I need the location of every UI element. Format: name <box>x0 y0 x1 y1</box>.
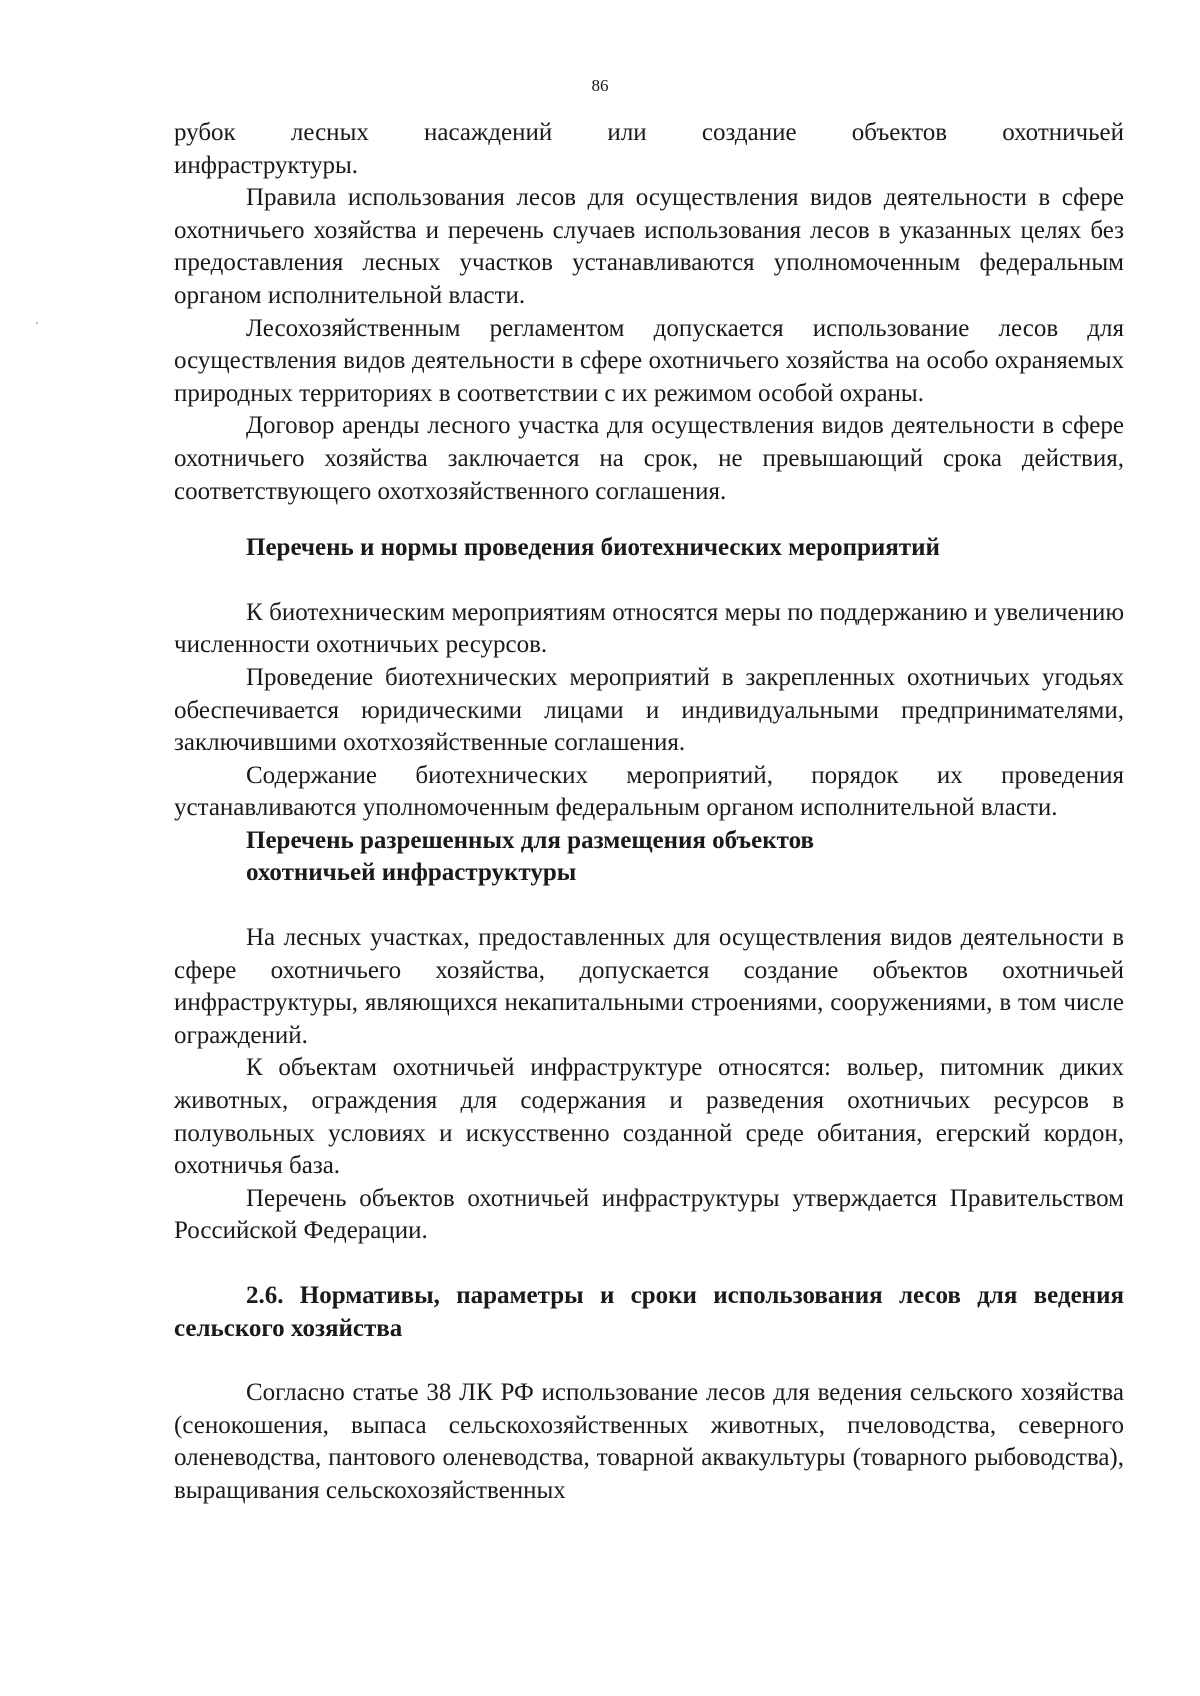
paragraph-infra-allowed: На лесных участках, предоставленных для осуществления видов деятельности в сфере охотничьего хозяйства, допускается создание объектов охотничьей инфраструктуры, являющихся некапитальными строениями, сооружениями, в том числе ограждений. <box>174 924 1124 1049</box>
page-number: 86 <box>591 76 609 95</box>
paragraph-agriculture-use: Согласно статье 38 ЛК РФ использование лесов для ведения сельского хозяйства (сенокошения, выпаса сельскохозяйственных животных, пчеловодства, северного оленеводства, пантового оленеводства, товарной аквакультуры (товарного рыбоводства), выращивания сельскохозяйственных <box>174 1379 1124 1504</box>
paragraph-lease-agreement: Договор аренды лесного участка для осуществления видов деятельности в сфере охотничьего хозяйства заключается на срок, не превышающий срока действия, соответствующего охотхозяйственного соглашения. <box>174 412 1124 505</box>
paragraph-protected-territories: Лесохозяйственным регламентом допускается использование лесов для осуществления видов деятельности в сфере охотничьего хозяйства на особо охраняемых природных территориях в соответствии с их режимом особой охраны. <box>174 314 1124 407</box>
paragraph-forest-use-rules: Правила использования лесов для осуществления видов деятельности в сфере охотничьего хозяйства и перечень случаев использования лесов в указанных целях без предоставления лесных участков устанавливаются уполномоченным федеральным органом исполнительной власти. <box>174 184 1124 309</box>
paragraph-biotech-definition: К биотехническим мероприятиям относятся меры по поддержанию и увеличению численности охотничьих ресурсов. <box>174 598 1124 659</box>
heading-infrastructure-line1: Перечень разрешенных для размещения объектов <box>246 826 814 854</box>
heading-infrastructure-line2: охотничьей инфраструктуры <box>246 859 577 887</box>
document-body <box>174 117 1124 1508</box>
section-heading-2-6: 2.6. Нормативы, параметры и сроки использования лесов для ведения сельского хозяйства <box>174 1282 1124 1342</box>
heading-infrastructure-list <box>174 825 1124 890</box>
paragraph-infra-approval: Перечень объектов охотничьей инфраструктуры утверждается Правительством Российской Федерации. <box>174 1184 1124 1245</box>
heading-biotech-measures: Перечень и нормы проведения биотехнических мероприятий <box>246 534 940 562</box>
paragraph-biotech-conduct: Проведение биотехнических мероприятий в закрепленных охотничьих угодьях обеспечивается юридическими лицами и индивидуальными предпринимателями, заключившими охотхозяйственные соглашения. <box>174 663 1124 757</box>
paragraph-infra-objects: К объектам охотничьей инфраструктуре относятся: вольер, питомник диких животных, ограждения для содержания и разведения охотничьих ресурсов в полувольных условиях и искусственно созданной среде обитания, егерский кордон, охотничья база. <box>174 1054 1124 1180</box>
paragraph-continuation-line2: инфраструктуры. <box>174 151 359 179</box>
paragraph-continuation-line1: рубок лесных насаждений или создание объектов охотничьей <box>174 119 1124 146</box>
scan-artifact <box>36 322 38 324</box>
paragraph-biotech-content: Содержание биотехнических мероприятий, порядок их проведения устанавливаются уполномоченным федеральным органом исполнительной власти. <box>174 761 1124 822</box>
